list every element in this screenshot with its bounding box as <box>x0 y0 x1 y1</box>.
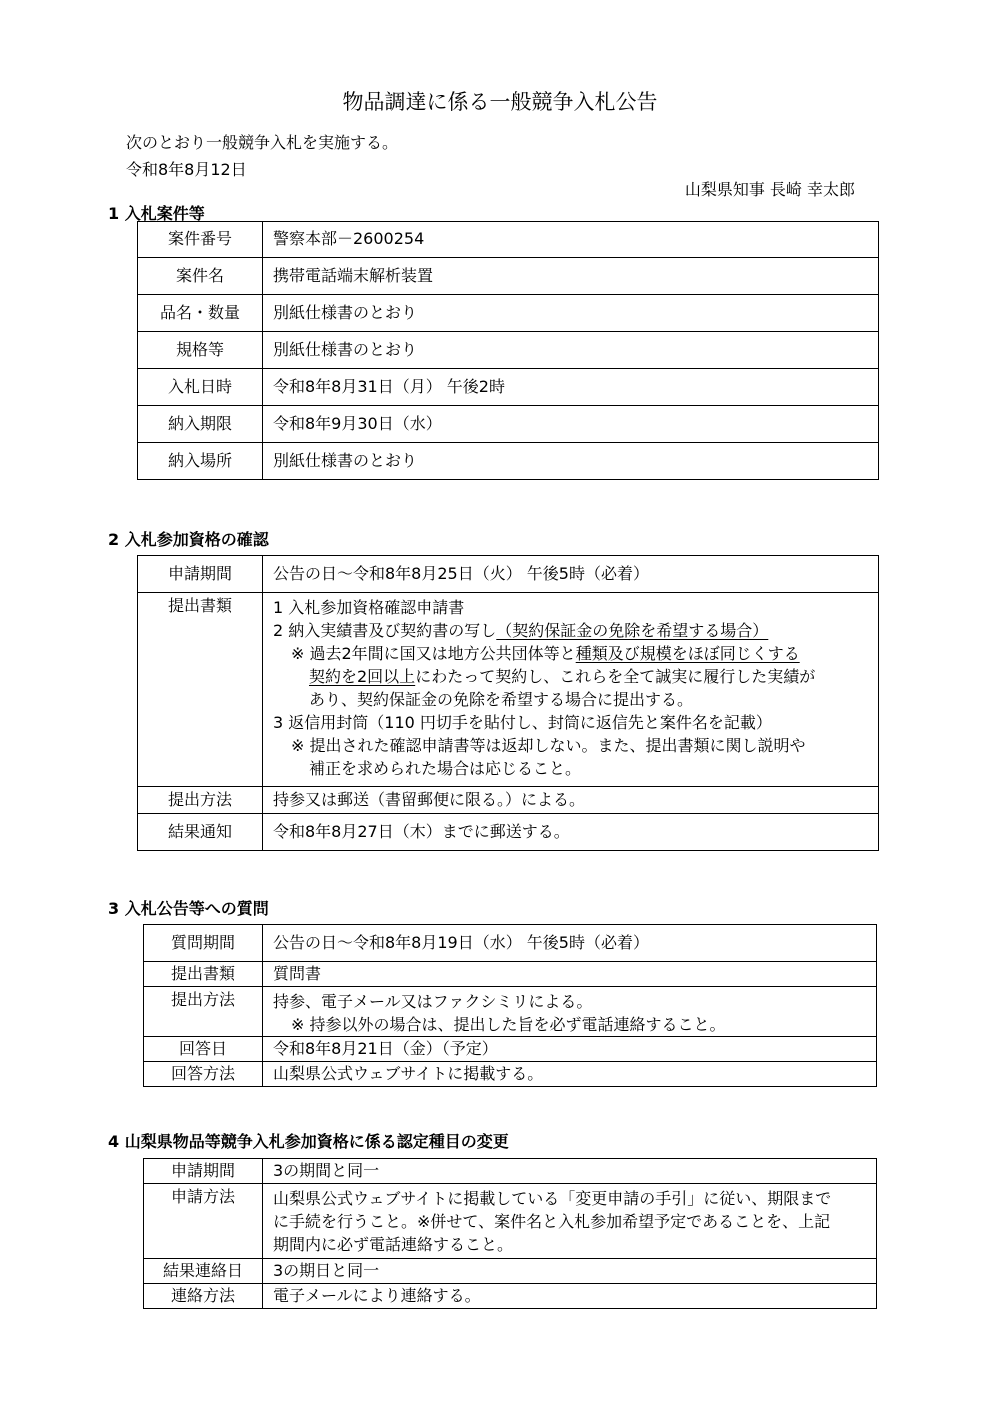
document-note-1: ※ 過去2年間に国又は地方公共団体等と種類及び規模をほぼ同じくする <box>291 644 800 663</box>
table-row <box>144 1259 877 1284</box>
table-row <box>138 787 879 814</box>
table-row <box>144 1159 877 1184</box>
row-label: 結果通知 <box>138 814 263 851</box>
section-4-table <box>143 1158 877 1309</box>
row-value: 警察本部－2600254 <box>263 222 879 258</box>
row-label: 提出書類 <box>138 593 263 787</box>
row-label: 案件名 <box>138 258 263 295</box>
row-value <box>263 593 879 787</box>
row-value: 別紙仕様書のとおり <box>263 295 879 332</box>
row-value: 公告の日～令和8年8月25日（火） 午後5時（必着） <box>263 556 879 593</box>
table-row <box>138 295 879 332</box>
section-3-heading: 3 入札公告等への質問 <box>108 899 269 918</box>
section-3-table <box>143 924 877 1087</box>
row-label: 提出方法 <box>144 987 263 1037</box>
table-row <box>144 1037 877 1062</box>
row-value: 公告の日～令和8年8月19日（水） 午後5時（必着） <box>263 925 877 962</box>
application-method-line: に手続を行うこと。※併せて、案件名と入札参加希望予定であることを、上記 <box>273 1212 831 1231</box>
row-label: 回答日 <box>144 1037 263 1062</box>
section-4-heading: 4 山梨県物品等競争入札参加資格に係る認定種目の変更 <box>108 1132 509 1151</box>
row-label: 品名・数量 <box>138 295 263 332</box>
signer: 山梨県知事 長崎 幸太郎 <box>684 180 855 199</box>
row-label: 申請方法 <box>144 1184 263 1259</box>
row-label: 申請期間 <box>144 1159 263 1184</box>
section-2-table <box>137 555 879 851</box>
row-label: 提出方法 <box>138 787 263 814</box>
table-row <box>138 258 879 295</box>
submission-method-text: 持参、電子メール又はファクシミリによる。 <box>273 992 593 1011</box>
row-label: 納入期限 <box>138 406 263 443</box>
document-item-2: 2 納入実績書及び契約書の写し（契約保証金の免除を希望する場合） <box>273 621 769 640</box>
row-value <box>263 1184 877 1259</box>
intro-text: 次のとおり一般競争入札を実施する。 <box>126 133 399 152</box>
row-label: 規格等 <box>138 332 263 369</box>
document-note-2-cont: 補正を求められた場合は応じること。 <box>309 759 582 778</box>
application-method-line: 山梨県公式ウェブサイトに掲載している「変更申請の手引」に従い、期限まで <box>273 1189 832 1208</box>
row-value: 電子メールにより連絡する。 <box>263 1284 877 1309</box>
document-note-2: ※ 提出された確認申請書等は返却しない。また、提出書類に関し説明や <box>291 736 806 755</box>
row-value: 令和8年8月27日（木）までに郵送する。 <box>263 814 879 851</box>
row-value: 令和8年8月21日（金）（予定） <box>263 1037 877 1062</box>
document-note-1-cont: 契約を2回以上にわたって契約し、これらを全て誠実に履行した実績が <box>309 667 816 686</box>
row-value: 3の期間と同一 <box>263 1159 877 1184</box>
row-value: 令和8年9月30日（水） <box>263 406 879 443</box>
row-value: 持参又は郵送（書留郵便に限る。）による。 <box>263 787 879 814</box>
row-label: 連絡方法 <box>144 1284 263 1309</box>
document-item-1: 1 入札参加資格確認申請書 <box>273 598 465 617</box>
document-note-1-end: あり、契約保証金の免除を希望する場合に提出する。 <box>309 690 694 709</box>
row-label: 質問期間 <box>144 925 263 962</box>
table-row <box>138 332 879 369</box>
row-value: 質問書 <box>263 962 877 987</box>
table-row <box>144 987 877 1037</box>
table-row <box>138 369 879 406</box>
table-row <box>144 962 877 987</box>
row-label: 入札日時 <box>138 369 263 406</box>
row-label: 申請期間 <box>138 556 263 593</box>
table-row <box>138 222 879 258</box>
document-item-3: 3 返信用封筒（110 円切手を貼付し、封筒に返信先と案件名を記載） <box>273 713 772 732</box>
row-value: 別紙仕様書のとおり <box>263 332 879 369</box>
row-value: 山梨県公式ウェブサイトに掲載する。 <box>263 1062 877 1087</box>
row-value: 別紙仕様書のとおり <box>263 443 879 480</box>
submission-method-note: ※ 持参以外の場合は、提出した旨を必ず電話連絡すること。 <box>291 1015 726 1034</box>
notice-date: 令和8年8月12日 <box>126 160 247 179</box>
table-row <box>138 814 879 851</box>
row-value: 携帯電話端末解析装置 <box>263 258 879 295</box>
table-row <box>144 1184 877 1259</box>
row-label: 回答方法 <box>144 1062 263 1087</box>
row-label: 納入場所 <box>138 443 263 480</box>
row-label: 結果連絡日 <box>144 1259 263 1284</box>
application-method-line: 期間内に必ず電話連絡すること。 <box>273 1235 514 1254</box>
table-row <box>144 925 877 962</box>
table-row <box>138 593 879 787</box>
row-label: 提出書類 <box>144 962 263 987</box>
row-value: 3の期日と同一 <box>263 1259 877 1284</box>
table-row <box>144 1062 877 1087</box>
section-2-heading: 2 入札参加資格の確認 <box>108 530 269 549</box>
row-value <box>263 987 877 1037</box>
row-label: 案件番号 <box>138 222 263 258</box>
table-row <box>138 556 879 593</box>
page-title: 物品調達に係る一般競争入札公告 <box>342 90 658 114</box>
table-row <box>138 443 879 480</box>
section-1-heading: 1 入札案件等 <box>108 204 205 223</box>
table-row <box>138 406 879 443</box>
section-1-table <box>137 221 879 480</box>
table-row <box>144 1284 877 1309</box>
row-value: 令和8年8月31日（月） 午後2時 <box>263 369 879 406</box>
